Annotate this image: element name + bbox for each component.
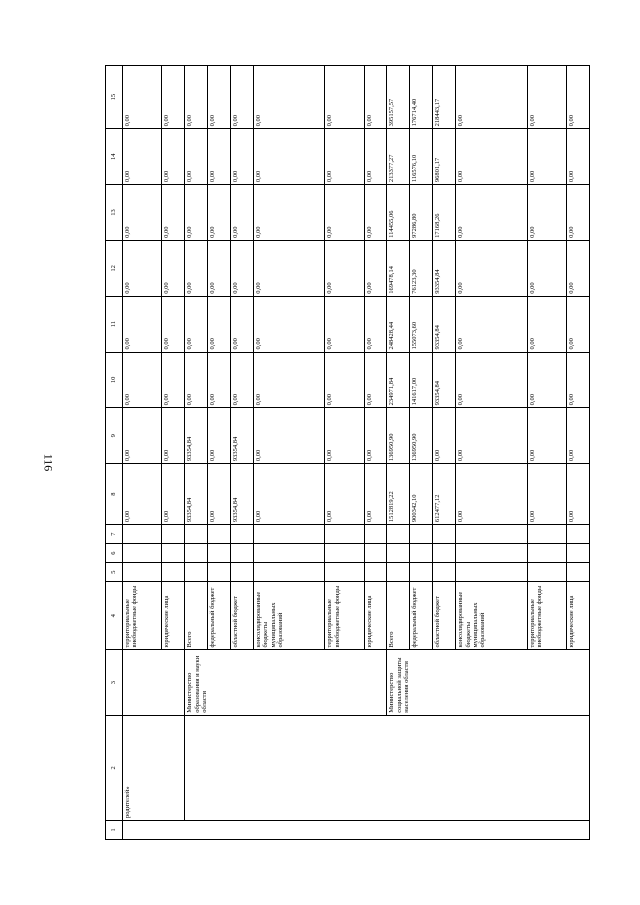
cell-value: 76123,30	[410, 240, 433, 296]
cell-value: 0,00	[123, 240, 162, 296]
cell-value: 0,00	[162, 408, 185, 464]
cell-value: 0,00	[185, 185, 208, 241]
cell-value: 96801,17	[433, 129, 456, 185]
cell-value: 0,00	[162, 66, 185, 129]
cell-value: 0,00	[325, 240, 364, 296]
cell-value: 0,00	[364, 240, 387, 296]
cell-value: 0,00	[185, 129, 208, 185]
cell-empty	[123, 544, 162, 563]
cell-value: 0,00	[364, 408, 387, 464]
cell-value: 395157,57	[387, 66, 410, 129]
column-header: 1	[106, 821, 123, 840]
cell-value: 218443,17	[433, 66, 456, 129]
cell-value: 93354,84	[185, 464, 208, 525]
rotated-table-wrapper	[105, 65, 590, 840]
table-body	[106, 66, 590, 840]
cell-value: 0,00	[527, 129, 566, 185]
cell-value: 1512819,22	[387, 464, 410, 525]
cell-empty	[456, 563, 528, 582]
cell-col3-organization: Министерство образования и науки области	[185, 650, 387, 715]
cell-source-label: юридические лица	[162, 582, 185, 650]
cell-value: 0,00	[123, 296, 162, 352]
cell-empty	[364, 563, 387, 582]
column-header: 3	[106, 650, 123, 715]
budget-table	[105, 65, 590, 840]
cell-value: 0,00	[325, 352, 364, 408]
column-header: 7	[106, 525, 123, 544]
cell-empty	[253, 563, 325, 582]
cell-value: 93354,84	[433, 352, 456, 408]
cell-source-label: консолидированные бюджеты муниципальных образований	[253, 582, 325, 650]
cell-value: 0,00	[207, 408, 230, 464]
cell-value: 0,00	[162, 296, 185, 352]
cell-value: 0,00	[364, 66, 387, 129]
cell-value: 0,00	[207, 129, 230, 185]
cell-value: 116576,10	[410, 129, 433, 185]
cell-col3-organization: Министерство социальной защиты населения области	[387, 650, 590, 715]
cell-value: 0,00	[253, 464, 325, 525]
cell-value: 0,00	[123, 185, 162, 241]
cell-value: 0,00	[207, 240, 230, 296]
cell-empty	[230, 525, 253, 544]
cell-value: 900342,10	[410, 464, 433, 525]
cell-value: 0,00	[364, 464, 387, 525]
cell-value: 0,00	[527, 240, 566, 296]
cell-value: 0,00	[123, 129, 162, 185]
cell-value: 0,00	[230, 129, 253, 185]
column-header: 12	[106, 240, 123, 296]
cell-empty	[567, 563, 590, 582]
cell-value: 0,00	[325, 296, 364, 352]
column-header: 8	[106, 464, 123, 525]
cell-value: 0,00	[456, 129, 528, 185]
cell-source-label: федеральный бюджет	[207, 582, 230, 650]
cell-value: 176714,40	[410, 66, 433, 129]
cell-value: 93354,84	[230, 408, 253, 464]
cell-empty	[567, 525, 590, 544]
cell-value: 0,00	[162, 240, 185, 296]
column-header: 2	[106, 715, 123, 820]
cell-empty	[325, 563, 364, 582]
cell-value: 0,00	[456, 66, 528, 129]
cell-source-label: территориальные внебюджетные фонды	[123, 582, 162, 650]
cell-source-label: территориальные внебюджетные фонды	[325, 582, 364, 650]
cell-empty	[162, 563, 185, 582]
cell-empty	[185, 563, 208, 582]
cell-value: 0,00	[325, 464, 364, 525]
cell-empty	[123, 563, 162, 582]
cell-value: 0,00	[230, 296, 253, 352]
cell-value: 0,00	[123, 464, 162, 525]
cell-col1	[123, 821, 590, 840]
cell-value: 169478,14	[387, 240, 410, 296]
cell-value: 0,00	[364, 185, 387, 241]
cell-value: 0,00	[364, 352, 387, 408]
cell-source-label: федеральный бюджет	[410, 582, 433, 650]
cell-empty	[456, 525, 528, 544]
cell-value: 17168,26	[433, 185, 456, 241]
cell-value: 0,00	[185, 66, 208, 129]
cell-source-label: территориальные внебюджетные фонды	[527, 582, 566, 650]
cell-value: 0,00	[162, 129, 185, 185]
cell-value: 0,00	[253, 129, 325, 185]
cell-value: 213377,27	[387, 129, 410, 185]
cell-source-label: областной бюджет	[230, 582, 253, 650]
cell-col2: родителей»	[123, 715, 185, 820]
cell-value: 0,00	[567, 66, 590, 129]
cell-value: 0,00	[456, 296, 528, 352]
cell-empty	[364, 544, 387, 563]
column-header: 4	[106, 582, 123, 650]
cell-value: 0,00	[185, 352, 208, 408]
column-header: 13	[106, 185, 123, 241]
cell-value: 0,00	[527, 352, 566, 408]
cell-value: 0,00	[230, 66, 253, 129]
column-header: 14	[106, 129, 123, 185]
cell-empty	[387, 544, 410, 563]
cell-empty	[162, 525, 185, 544]
cell-value: 0,00	[185, 240, 208, 296]
cell-empty	[567, 544, 590, 563]
cell-value: 0,00	[162, 464, 185, 525]
cell-value: 0,00	[123, 352, 162, 408]
table-row	[123, 66, 162, 840]
cell-value: 0,00	[456, 464, 528, 525]
cell-value: 0,00	[207, 464, 230, 525]
column-header: 5	[106, 563, 123, 582]
column-header: 10	[106, 352, 123, 408]
cell-value: 612477,12	[433, 464, 456, 525]
cell-value: 0,00	[123, 66, 162, 129]
cell-value: 0,00	[253, 240, 325, 296]
cell-value: 93354,84	[185, 408, 208, 464]
cell-empty	[325, 544, 364, 563]
cell-value: 93354,84	[433, 240, 456, 296]
cell-empty	[162, 544, 185, 563]
cell-empty	[325, 525, 364, 544]
cell-source-label: консолидированные бюджеты муниципальных образований	[456, 582, 528, 650]
cell-empty	[433, 544, 456, 563]
cell-value: 0,00	[207, 352, 230, 408]
cell-empty	[387, 525, 410, 544]
cell-value: 0,00	[527, 408, 566, 464]
cell-value: 0,00	[456, 352, 528, 408]
cell-value: 0,00	[364, 296, 387, 352]
cell-empty	[207, 525, 230, 544]
cell-value: 0,00	[567, 296, 590, 352]
cell-empty	[185, 525, 208, 544]
cell-empty	[253, 525, 325, 544]
cell-value: 93354,84	[433, 296, 456, 352]
cell-value: 93354,84	[230, 464, 253, 525]
cell-value: 0,00	[456, 408, 528, 464]
cell-value: 0,00	[185, 296, 208, 352]
cell-value: 97286,80	[410, 185, 433, 241]
cell-value: 0,00	[230, 352, 253, 408]
cell-empty	[387, 563, 410, 582]
cell-value: 0,00	[253, 352, 325, 408]
cell-col3-organization	[123, 650, 185, 715]
table-row	[185, 66, 208, 840]
cell-source-label: областной бюджет	[433, 582, 456, 650]
page-number: 116	[41, 453, 56, 472]
cell-empty	[433, 525, 456, 544]
cell-empty	[253, 544, 325, 563]
column-header: 15	[106, 66, 123, 129]
cell-empty	[456, 544, 528, 563]
header-row	[106, 66, 123, 840]
cell-value: 0,00	[253, 408, 325, 464]
cell-empty	[123, 525, 162, 544]
column-header: 6	[106, 544, 123, 563]
cell-value: 0,00	[207, 66, 230, 129]
cell-value: 0,00	[253, 296, 325, 352]
cell-empty	[410, 563, 433, 582]
cell-empty	[207, 563, 230, 582]
cell-value: 136950,90	[387, 408, 410, 464]
cell-empty	[207, 544, 230, 563]
cell-value: 248428,44	[387, 296, 410, 352]
cell-empty	[410, 544, 433, 563]
cell-value: 0,00	[456, 185, 528, 241]
cell-source-label: Всего	[387, 582, 410, 650]
cell-source-label: Всего	[185, 582, 208, 650]
cell-source-label: юридические лица	[567, 582, 590, 650]
cell-value: 0,00	[325, 129, 364, 185]
column-header: 9	[106, 408, 123, 464]
cell-empty	[410, 525, 433, 544]
cell-empty	[364, 525, 387, 544]
cell-value: 0,00	[325, 66, 364, 129]
cell-value: 234971,84	[387, 352, 410, 408]
cell-value: 0,00	[527, 66, 566, 129]
cell-value: 0,00	[567, 185, 590, 241]
cell-value: 0,00	[325, 185, 364, 241]
cell-value: 136950,90	[410, 408, 433, 464]
cell-value: 0,00	[567, 352, 590, 408]
cell-value: 0,00	[162, 352, 185, 408]
cell-value: 0,00	[456, 240, 528, 296]
cell-empty	[230, 544, 253, 563]
cell-value: 141617,00	[410, 352, 433, 408]
cell-value: 0,00	[433, 408, 456, 464]
cell-value: 0,00	[325, 408, 364, 464]
cell-value: 0,00	[567, 408, 590, 464]
cell-source-label: юридические лица	[364, 582, 387, 650]
cell-value: 0,00	[527, 296, 566, 352]
cell-value: 0,00	[230, 240, 253, 296]
cell-value: 155073,60	[410, 296, 433, 352]
cell-value: 0,00	[253, 66, 325, 129]
cell-value: 0,00	[567, 129, 590, 185]
column-header: 11	[106, 296, 123, 352]
cell-value: 0,00	[162, 185, 185, 241]
cell-value: 0,00	[567, 240, 590, 296]
cell-value: 0,00	[123, 408, 162, 464]
cell-empty	[433, 563, 456, 582]
cell-empty	[527, 544, 566, 563]
cell-value: 0,00	[253, 185, 325, 241]
cell-value: 114455,06	[387, 185, 410, 241]
cell-value: 0,00	[567, 464, 590, 525]
cell-empty	[185, 544, 208, 563]
cell-value: 0,00	[527, 185, 566, 241]
cell-value: 0,00	[527, 464, 566, 525]
cell-empty	[527, 563, 566, 582]
cell-col2	[185, 715, 590, 820]
cell-empty	[230, 563, 253, 582]
cell-value: 0,00	[207, 296, 230, 352]
cell-value: 0,00	[230, 185, 253, 241]
cell-value: 0,00	[207, 185, 230, 241]
cell-value: 0,00	[364, 129, 387, 185]
cell-empty	[527, 525, 566, 544]
